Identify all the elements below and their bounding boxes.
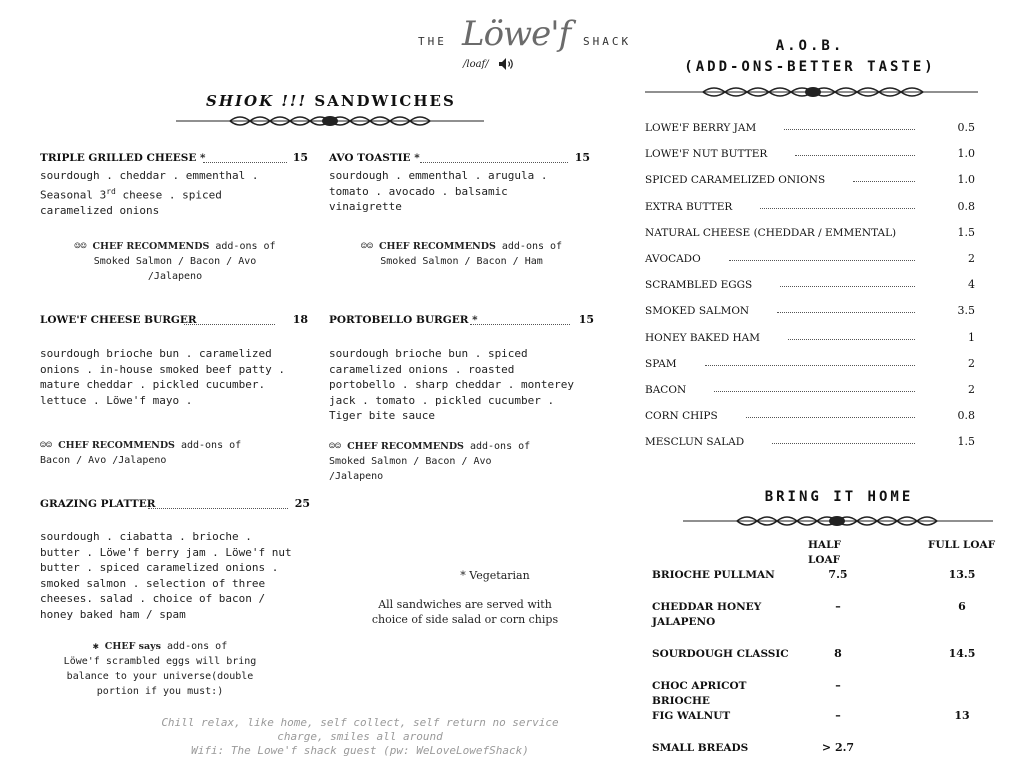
- desc-line: Tiger bite sauce: [329, 409, 435, 422]
- desc-line: tomato . avocado . balsamic: [329, 184, 508, 198]
- aob-row: [645, 326, 975, 344]
- aob-item-price: 2: [968, 252, 975, 265]
- dot-leader: [780, 286, 915, 287]
- desc-line: butter . Löwe'f berry jam . Löwe'f nut: [40, 545, 292, 559]
- half-loaf-price: –: [835, 600, 841, 613]
- aob-item-name: LOWE'F BERRY JAM: [645, 122, 757, 134]
- bread-name-line: BRIOCHE PULLMAN: [652, 569, 775, 581]
- dot-leader: [784, 129, 915, 130]
- bread-name: [652, 647, 802, 662]
- rec-line: ☺☺ CHEF RECOMMENDS add-ons of: [74, 241, 276, 252]
- header-line: LOAF: [808, 554, 841, 566]
- bread-name: [652, 600, 802, 630]
- half-loaf-price: > 2.7: [821, 741, 855, 754]
- aob-item-price: 1.0: [957, 173, 975, 187]
- full-loaf-price: 14.5: [948, 647, 976, 660]
- col-header-full-loaf: FULL LOAF: [928, 539, 996, 551]
- desc-line: caramelized onions . roasted: [329, 362, 515, 376]
- desc-line: sourdough brioche bun . spiced: [329, 347, 528, 360]
- aob-item-price: 1.5: [957, 225, 975, 239]
- desc-line: onions . in-house smoked beef patty .: [40, 362, 286, 376]
- aob-item-name: HONEY BAKED HAM: [645, 331, 760, 344]
- rec-line: Smoked Salmon / Bacon / Avo: [93, 256, 257, 267]
- bread-name: [652, 568, 802, 583]
- aob-item-price: 2: [968, 383, 975, 396]
- brand-left-word: THE: [418, 35, 447, 48]
- desc-line: sourdough . cheddar . emmenthal .: [40, 169, 259, 182]
- bread-name: [652, 709, 802, 724]
- menu-item-price: 15: [292, 151, 308, 164]
- rec-line: Löwe'f scrambled eggs will bring: [63, 656, 257, 667]
- rec-line: balance to your universe(double: [66, 671, 254, 682]
- desc-line: caramelized onions: [40, 203, 160, 217]
- chef-recommendation: [40, 239, 310, 284]
- bread-name-line: SMALL BREADS: [652, 742, 749, 754]
- dot-leader: [184, 324, 275, 325]
- aob-item-name: LOWE'F NUT BUTTER: [645, 148, 768, 161]
- desc-line: honey baked ham / spam: [40, 607, 186, 621]
- note-line: All sandwiches are served with: [378, 598, 552, 611]
- aob-row: [645, 378, 975, 396]
- menu-item-description: [40, 168, 320, 218]
- aob-item-price: 1.5: [957, 435, 975, 449]
- full-loaf-price: 6: [958, 600, 966, 613]
- ornament-divider: [176, 114, 484, 128]
- half-loaf-price: 7.5: [828, 568, 848, 581]
- dot-leader: [853, 181, 915, 182]
- rec-line: /Jalapeno: [329, 471, 384, 482]
- aob-item-price: 4: [968, 278, 975, 292]
- aob-item-price: 0.5: [957, 121, 975, 134]
- dot-leader: [148, 508, 288, 509]
- rec-line: ☺☺ CHEF RECOMMENDS add-ons of: [329, 441, 531, 452]
- header-line: HALF: [808, 539, 841, 551]
- aob-item-name: AVOCADO: [645, 253, 701, 265]
- aob-item-name: BACON: [645, 384, 687, 396]
- rec-line: Smoked Salmon / Bacon / Avo: [329, 456, 492, 467]
- menu-item-name: GRAZING PLATTER: [40, 498, 156, 510]
- menu-item-price: 15: [574, 151, 590, 164]
- aob-item-price: 0.8: [957, 199, 975, 213]
- menu-item-description: [40, 346, 330, 408]
- brand-logo-script: Löwe'f: [462, 14, 571, 54]
- footer-line: Chill relax, like home, self collect, self return no service: [161, 716, 559, 729]
- rec-line: Bacon / Avo /Jalapeno: [40, 455, 167, 466]
- bring-home-title: BRING IT HOME: [764, 489, 914, 505]
- menu-item-price: 15: [578, 313, 594, 326]
- desc-line: sourdough . ciabatta . brioche .: [40, 530, 252, 543]
- desc-line: mature cheddar . pickled cucumber.: [40, 378, 266, 391]
- bread-name-line: SOURDOUGH CLASSIC: [652, 648, 789, 660]
- menu-item-description: [329, 346, 619, 424]
- aob-row: [645, 195, 975, 213]
- menu-item-name: LOWE'F CHEESE BURGER: [40, 314, 197, 326]
- menu-item-price: 18: [292, 313, 308, 326]
- aob-row: [645, 142, 975, 160]
- pronunciation: /loaf/: [463, 59, 489, 70]
- aob-row: [645, 221, 975, 239]
- rec-line: ✱ CHEF says add-ons of: [92, 641, 228, 652]
- dot-leader: [203, 162, 287, 163]
- aob-title: A.O.B.: [775, 38, 845, 54]
- full-loaf-price: 13.5: [948, 568, 976, 581]
- aob-item-name: SMOKED SALMON: [645, 305, 750, 318]
- brand-right-word: SHACK: [583, 35, 632, 48]
- speaker-icon: [498, 57, 516, 71]
- sandwiches-title: [206, 92, 456, 110]
- half-loaf-price: –: [835, 679, 841, 692]
- chef-recommendation: [40, 438, 320, 468]
- aob-item-name: EXTRA BUTTER: [645, 200, 733, 213]
- rec-line: ☺☺ CHEF RECOMMENDS add-ons of: [40, 440, 242, 451]
- half-loaf-price: 8: [834, 647, 842, 660]
- desc-line: jack . tomato . pickled cucumber .: [329, 393, 555, 407]
- aob-item-name: SCRAMBLED EGGS: [645, 279, 753, 292]
- aob-row: [645, 430, 975, 448]
- dot-leader: [760, 208, 915, 209]
- served-with-note: [335, 597, 595, 627]
- dot-leader: [420, 162, 568, 163]
- desc-line: vinaigrette: [329, 200, 402, 213]
- rec-line: portion if you must:): [96, 686, 224, 697]
- sandwiches-title-em: SHIOK !!!: [206, 92, 308, 110]
- bread-name-line: CHOC APRICOT BRIOCHE: [652, 680, 747, 707]
- bread-name: [652, 679, 802, 709]
- dot-leader: [795, 155, 915, 156]
- footer-note: [120, 716, 600, 758]
- desc-line: Seasonal 3rd cheese . spiced: [40, 186, 222, 202]
- dot-leader: [772, 443, 915, 444]
- aob-row: [645, 404, 975, 422]
- aob-row: [645, 247, 975, 265]
- aob-item-name: NATURAL CHEESE (CHEDDAR / EMMENTAL): [645, 226, 897, 239]
- desc-line: sourdough brioche bun . caramelized: [40, 347, 272, 360]
- dot-leader: [788, 339, 915, 340]
- aob-item-price: 0.8: [957, 409, 975, 423]
- aob-row: [645, 352, 975, 370]
- ornament-divider: [645, 85, 978, 99]
- aob-item-price: 1: [968, 330, 975, 344]
- menu-item-name: AVO TOASTIE *: [329, 152, 420, 164]
- dot-leader: [705, 365, 915, 366]
- desc-line: cheeses. salad . choice of bacon /: [40, 592, 266, 605]
- aob-row: [645, 116, 975, 134]
- half-loaf-price: –: [835, 709, 841, 722]
- aob-item-name: SPAM: [645, 357, 677, 370]
- sandwiches-title-rest: SANDWICHES: [314, 92, 456, 110]
- aob-row: [645, 168, 975, 186]
- rec-line: ☺☺ CHEF RECOMMENDS add-ons of: [360, 241, 563, 252]
- bread-name-line: FIG WALNUT: [652, 710, 731, 722]
- desc-line: lettuce . Löwe'f mayo .: [40, 393, 193, 407]
- chef-recommendation: [329, 239, 594, 269]
- aob-item-price: 3.5: [957, 304, 975, 318]
- menu-item-name: PORTOBELLO BURGER *: [329, 314, 478, 326]
- chef-says-note: [40, 639, 280, 699]
- aob-item-name: MESCLUN SALAD: [645, 436, 745, 449]
- footer-line: charge, smiles all around: [277, 730, 443, 743]
- desc-line: smoked salmon . selection of three: [40, 576, 266, 590]
- note-line: choice of side salad or corn chips: [371, 613, 559, 626]
- bread-name-line: JALAPENO: [652, 616, 716, 628]
- aob-item-name: CORN CHIPS: [645, 410, 718, 423]
- rec-line: /Jalapeno: [147, 271, 203, 282]
- dot-leader: [470, 324, 570, 325]
- menu-item-description: [329, 168, 619, 215]
- aob-subtitle: (ADD-ONS-BETTER TASTE): [684, 59, 936, 75]
- desc-line: sourdough . emmenthal . arugula .: [329, 169, 548, 182]
- bread-name-line: CHEDDAR HONEY: [652, 601, 762, 613]
- rec-line: Smoked Salmon / Bacon / Ham: [380, 256, 543, 267]
- chef-recommendation: [329, 439, 609, 484]
- menu-item-price: 25: [294, 497, 310, 510]
- dot-leader: [729, 260, 915, 261]
- aob-item-price: 1.0: [957, 147, 975, 161]
- full-loaf-price: 13: [954, 709, 970, 722]
- desc-line: butter . spiced caramelized onions .: [40, 561, 279, 574]
- dot-leader: [714, 391, 915, 392]
- ornament-divider: [683, 514, 993, 528]
- bread-name: [652, 741, 802, 756]
- col-header-half-loaf: [808, 538, 868, 568]
- footer-line: Wifi: The Lowe'f shack guest (pw: WeLoveLowefShack): [191, 744, 529, 757]
- aob-item-name: SPICED CARAMELIZED ONIONS: [645, 174, 826, 187]
- aob-row: [645, 299, 975, 317]
- aob-row: [645, 273, 975, 291]
- vegetarian-note: * Vegetarian: [460, 569, 530, 582]
- desc-line: portobello . sharp cheddar . monterey: [329, 378, 575, 391]
- dot-leader: [746, 417, 915, 418]
- menu-item-description: [40, 529, 330, 622]
- aob-item-price: 2: [968, 356, 975, 370]
- dot-leader: [777, 312, 915, 313]
- menu-item-name: TRIPLE GRILLED CHEESE *: [40, 152, 206, 164]
